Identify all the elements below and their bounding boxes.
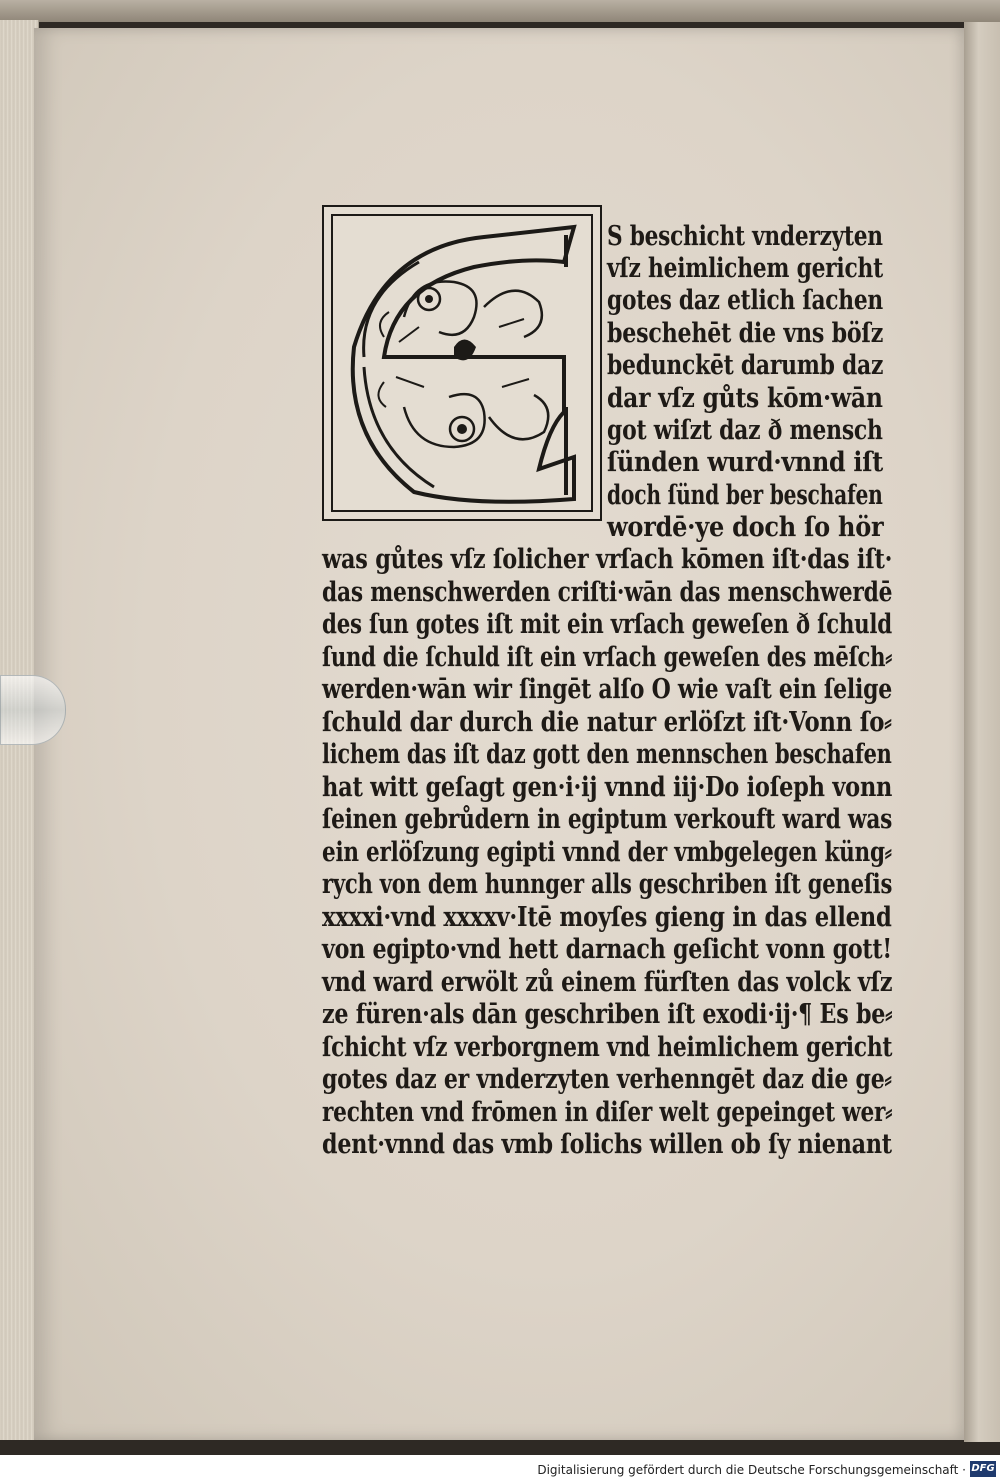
text-line: werden·wān wir ſingēt alſo O wie vaſt ein ſelige bbox=[322, 674, 892, 705]
text-line: rych von dem hunnger alls geschriben iſt geneſis bbox=[322, 869, 893, 900]
text-line: rechten vnd frōmen in diſer welt gepeinget wer⸗ bbox=[322, 1097, 893, 1128]
text-line: ze füren·als dān geschriben iſt exodi·ij·¶ Es be⸗ bbox=[322, 999, 893, 1030]
text-line: got wiſzt daz ð mensch bbox=[607, 415, 883, 446]
text-line: vnd ward erwölt zů einem fürſten das volck vſz bbox=[322, 967, 893, 998]
text-line: hat witt geſagt gen·i·ij vnnd iij·Do ioſeph vonn bbox=[322, 772, 893, 803]
text-line: das menschwerden criſti·wān das menschwerdē bbox=[322, 577, 893, 608]
text-line: doch ſünd ber beschafen bbox=[607, 480, 883, 511]
funding-credit: Digitalisierung gefördert durch die Deutsche Forschungsgemeinschaft · bbox=[537, 1463, 966, 1477]
text-line: was gůtes vſz ſolicher vrſach kōmen iſt·das iſt· bbox=[322, 544, 893, 575]
book-top-edge bbox=[0, 0, 1000, 22]
text-line: von egipto·vnd hett darnach geſicht vonn gott! bbox=[322, 934, 892, 965]
text-line: dent·vnnd das vmb ſolichs willen ob ſy nienant bbox=[322, 1129, 892, 1160]
text-line: dar vſz gůts kōm·wān bbox=[607, 383, 883, 414]
text-line: des ſun gotes iſt mit ein vrſach geweſen ð ſchuld bbox=[322, 609, 892, 640]
text-line: ſchuld dar durch die natur erlöſzt iſt·Vonn ſo⸗ bbox=[322, 707, 892, 738]
text-line: gotes daz etlich ſachen bbox=[607, 285, 883, 316]
text-line: vſz heimlichem gericht bbox=[607, 253, 883, 284]
text-line: gotes daz er vnderzyten verhenngēt daz die ge⸗ bbox=[322, 1064, 892, 1095]
initial-e-woodcut-icon bbox=[324, 207, 600, 519]
text-line: beschehēt die vns böſz bbox=[607, 318, 884, 349]
text-line: ſchicht vſz verborgnem vnd heimlichem gericht bbox=[322, 1032, 893, 1063]
text-line: bedunckēt darumb daz bbox=[607, 350, 884, 381]
text-line: ſund die ſchuld iſt ein vrſach geweſen des mēſch⸗ bbox=[322, 642, 893, 673]
right-page-edge bbox=[964, 22, 1000, 1442]
dfg-logo: DFG bbox=[970, 1461, 996, 1477]
text-line: wordē·ye doch ſo hör bbox=[607, 512, 884, 543]
text-line: xxxxi·vnd xxxxv·Itē moyſes gieng in das ellend bbox=[322, 902, 892, 933]
text-line: lichem das iſt daz gott den mennschen beschafen bbox=[322, 739, 892, 770]
text-line: ſeinen gebrůdern in egiptum verkouft ward was bbox=[322, 804, 893, 835]
text-line: S beschicht vnderzyten bbox=[607, 221, 883, 252]
decorated-initial bbox=[322, 205, 602, 521]
text-line: ein erlöſzung egipti vnnd der vmbgelegen küng⸗ bbox=[322, 837, 892, 868]
text-line: ſünden wurd·vnnd iſt bbox=[607, 447, 883, 478]
page-clip bbox=[0, 675, 66, 745]
